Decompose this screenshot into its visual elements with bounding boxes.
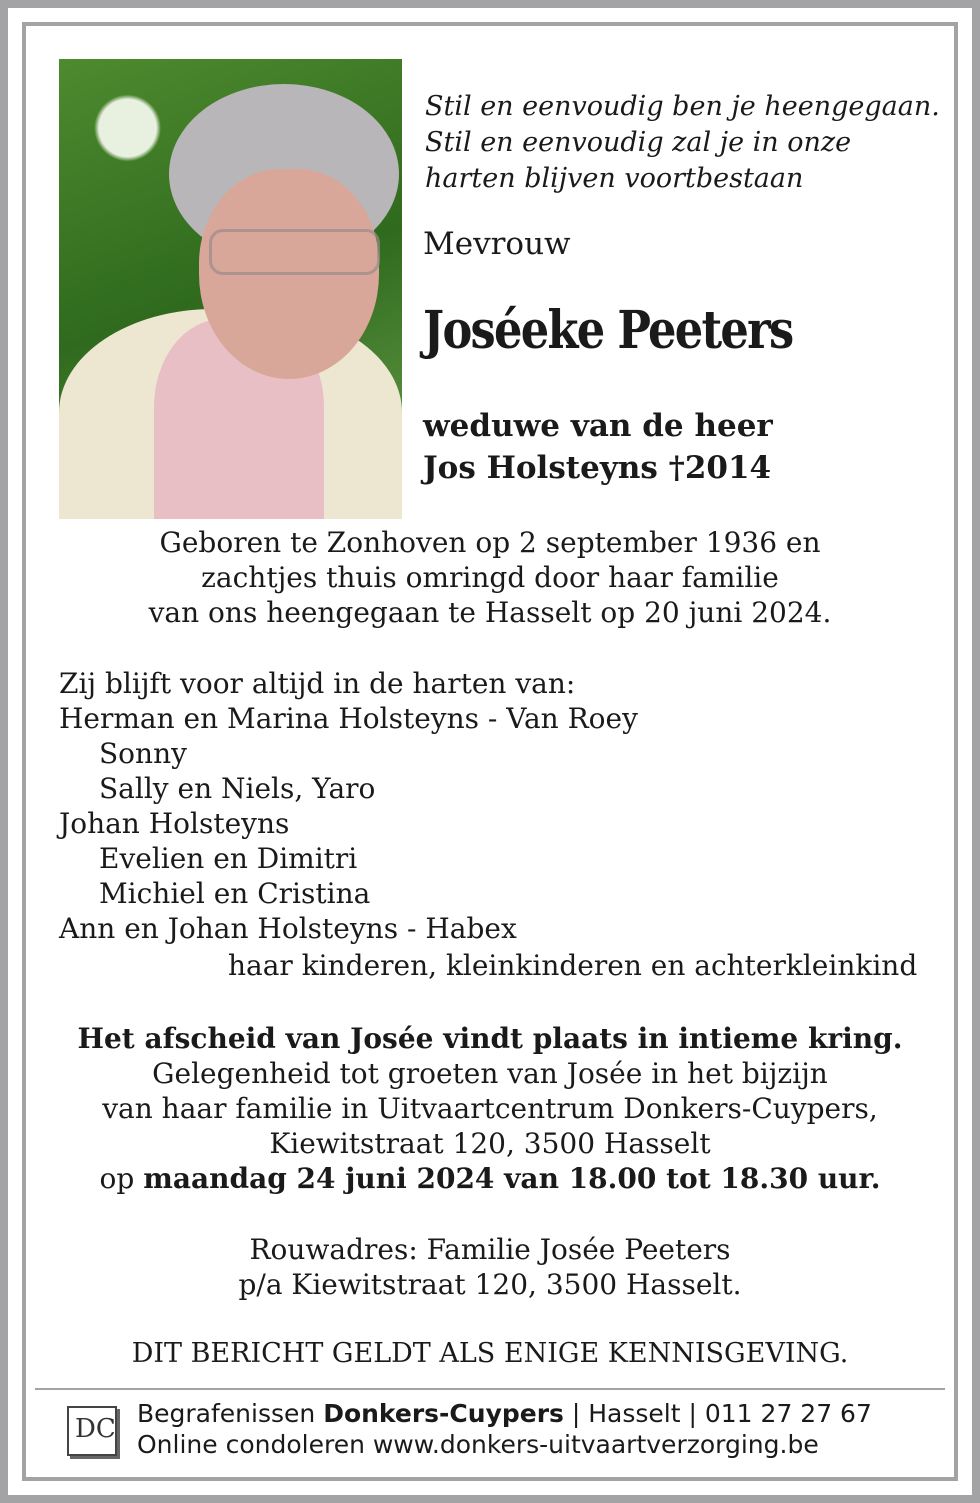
text-line: van haar familie in Uitvaartcentrum Donkers-Cuypers, (102, 1092, 878, 1125)
farewell-headline: Het afscheid van Josée vindt plaats in intieme kring. (77, 1022, 903, 1055)
family-member: Sally en Niels, Yaro (99, 772, 376, 805)
farewell-info (40, 1021, 940, 1196)
text-line: Geboren te Zonhoven op 2 september 1936 en (159, 526, 821, 559)
text-line: van ons heengegaan te Hasselt op 20 juni 2024. (148, 596, 832, 629)
family-member: Michiel en Cristina (99, 877, 371, 910)
company-contact: | Hasselt | 011 27 27 67 (571, 1399, 872, 1428)
family-role: haar kinderen, kleinkinderen en achterkleinkind (228, 949, 918, 982)
family-member: Ann en Johan Holsteyns - Habex (59, 912, 517, 945)
text-line: p/a Kiewitstraat 120, 3500 Hasselt. (238, 1268, 742, 1301)
salutation: Mevrouw (423, 226, 571, 262)
text-line: zachtjes thuis omringd door haar familie (201, 561, 779, 594)
poem-line: Stil en eenvoudig zal je in onze (425, 127, 852, 158)
poem-line: Stil en eenvoudig ben je heengegaan. (425, 91, 940, 122)
footer-prefix: Begrafenissen (137, 1399, 316, 1428)
birth-death-info (40, 525, 940, 630)
farewell-date-line (40, 1161, 940, 1196)
spouse-info (423, 405, 773, 489)
text-line: Kiewitstraat 120, 3500 Hasselt (269, 1127, 711, 1160)
funeral-home-footer (137, 1398, 872, 1460)
poem (425, 89, 940, 197)
poem-line: harten blijven voortbestaan (425, 163, 804, 194)
spouse-line: Jos Holsteyns †2014 (423, 450, 772, 486)
deceased-name: Joséeke Peeters (423, 300, 793, 361)
family-member: Evelien en Dimitri (99, 842, 358, 875)
family-intro: Zij blijft voor altijd in de harten van: (59, 667, 576, 700)
family-member: Sonny (99, 737, 187, 770)
notice-statement: DIT BERICHT GELDT ALS ENIGE KENNISGEVING. (131, 1338, 849, 1369)
date-prefix: op (99, 1162, 135, 1195)
family-member: Herman en Marina Holsteyns - Van Roey (59, 702, 638, 735)
mourning-address (40, 1232, 940, 1302)
portrait-photo (59, 59, 402, 519)
spouse-line: weduwe van de heer (423, 408, 773, 444)
text-line: Gelegenheid tot groeten van Josée in het bijzijn (152, 1057, 828, 1090)
farewell-date: maandag 24 juni 2024 van 18.00 tot 18.30 uur. (143, 1162, 881, 1195)
logo-lettering: DC (75, 1414, 116, 1444)
divider (35, 1388, 945, 1390)
funeral-home-logo (67, 1406, 117, 1456)
company-name: Donkers-Cuypers (323, 1399, 564, 1428)
text-line: Rouwadres: Familie Josée Peeters (249, 1233, 731, 1266)
family-member: Johan Holsteyns (59, 807, 290, 840)
online-condolence-link[interactable]: Online condoleren www.donkers-uitvaartverzorging.be (137, 1430, 819, 1459)
family-list (59, 701, 638, 946)
